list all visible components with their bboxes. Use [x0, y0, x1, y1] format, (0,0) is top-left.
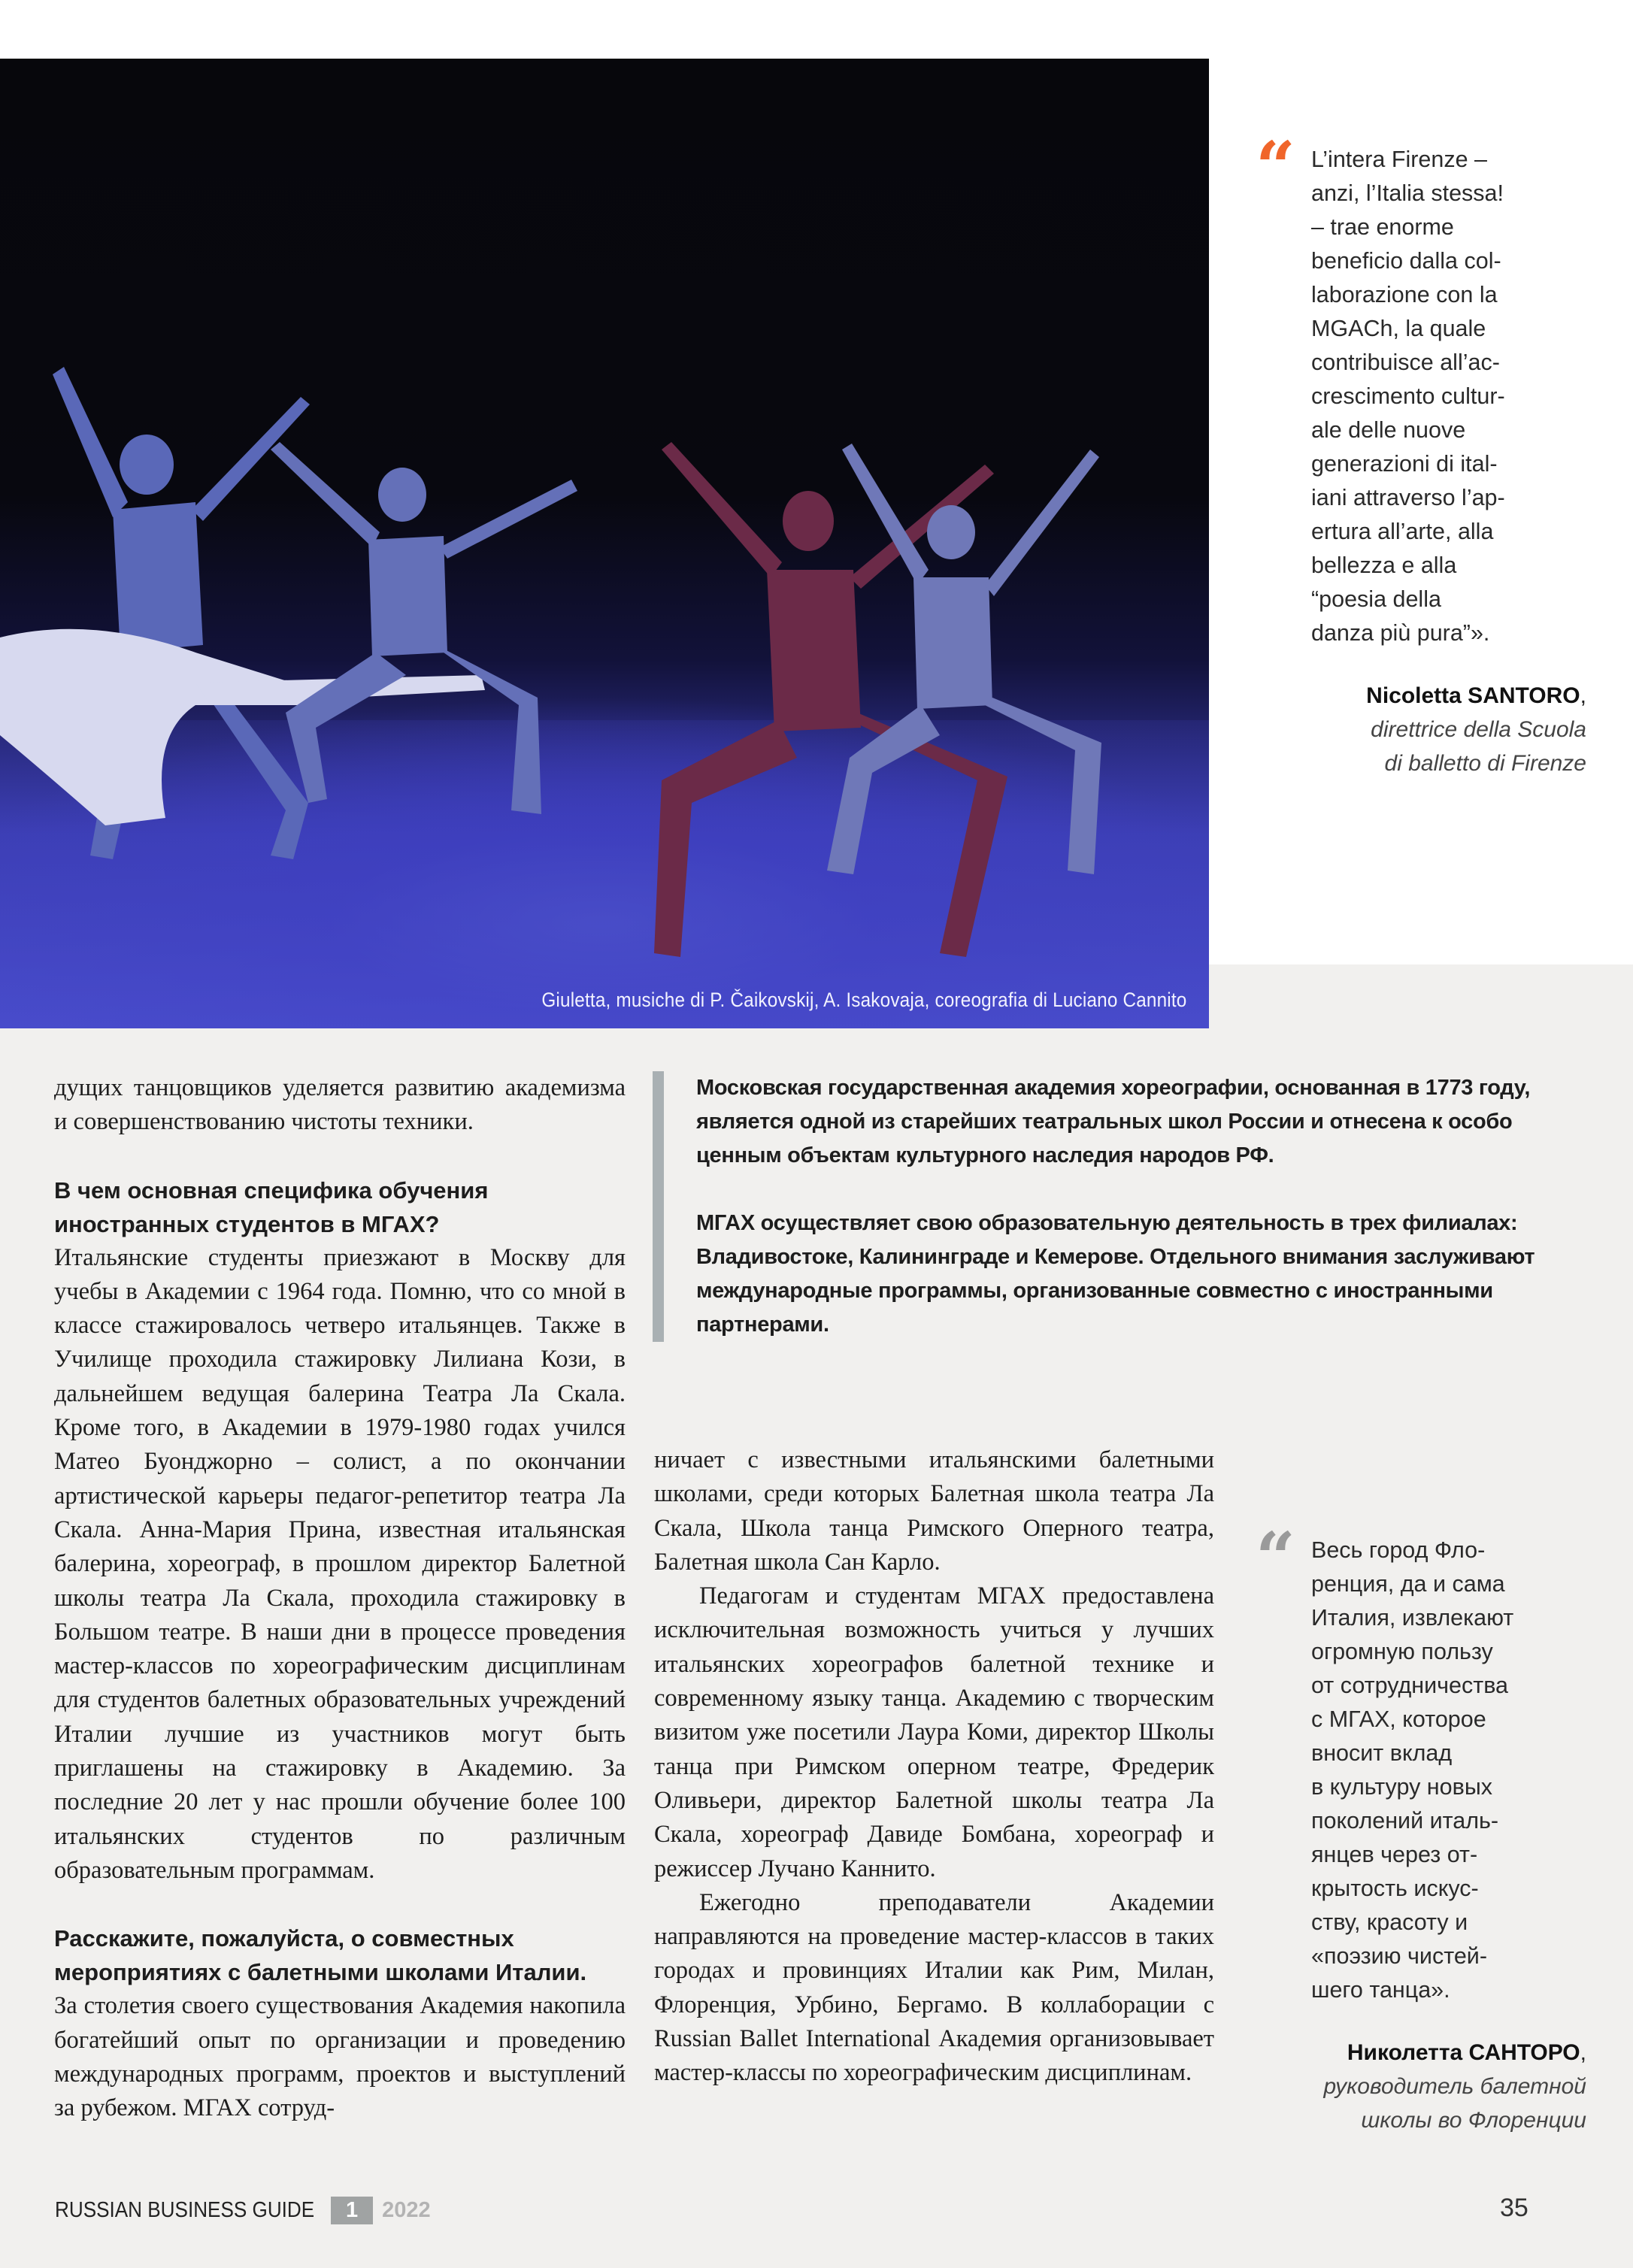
highlight-box	[653, 1071, 1583, 1342]
quote-author-name: Николетта САНТОРО	[1347, 2040, 1580, 2065]
paragraph: Итальянские студенты приезжают в Москву для учебы в Академии с 1964 года. Помню, что со мной в классе стажировалось четверо итальянцев. Также в Училище проходила стажировку Лилиана Кози, в дальнейшем ведущая балерина Театра Ла Скала. Кроме того, в Академии в 1979-1980 годах учился Матео Буонджорно – солист, а по окончании артистической карьеры педагог-репетитор театра Ла Скала. Анна-Мария Прина, известная итальянская балерина, хореограф, в прошлом директор Балетной школы театра Ла Скала, проходила стажировку в Большом театре. В наши дни в процессе проведения мастер-классов по хореографическим дисциплинам для студентов балетных образовательных учреждений Италии лучшие из участников могут быть приглашены на стажировку в Академию. За последние 20 лет у нас прошли обучение более 100 итальянских студентов по различным образовательным программам.	[54, 1243, 626, 1884]
quote-mark-icon: “	[1256, 126, 1295, 207]
paragraph: За столетия своего существования Академия накопила богатейший опыт по организации и проведению международных программ, проектов и выступлений за рубежом. МГАХ сотруд-	[54, 1992, 626, 2122]
highlight-paragraph: Московская государственная академия хореографии, основанная в 1773 году, является одной из старейших театральных школ России и отнесена к особо ценным объектам культурного наследия народов РФ.	[696, 1076, 1531, 1167]
paragraph: ничает с известными итальянскими балетными школами, среди которых Балетная школа театра Ла Скала, Школа танца Римского Оперного театра, Балетная школа Сан Карло.	[654, 1446, 1214, 1576]
paragraph: Педагогам и студентам МГАХ предоставлена исключительная возможность учиться у лучших итальянских хореографов балетной технике и современному языку танца. Академию с творческим визитом уже посетили Лаура Коми, директор Школы танца при Римском оперном театре, Фредерик Оливьери, директор Балетной школы театра Ла Скала, хореограф Давиде Бомбана, хореограф и режиссер Лучано Каннито.	[654, 1582, 1214, 1882]
publication-name: RUSSIAN BUSINESS GUIDE	[55, 2198, 315, 2222]
highlight-paragraph: МГАХ осуществляет свою образовательную деятельность в трех филиалах: Владивостоке, Калининграде и Кемерове. Отдельного внимания заслуживают международные программы, организованные совместно с иностранными партнерами.	[696, 1211, 1535, 1337]
quote-mark-icon: “	[1256, 1517, 1295, 1598]
quote-text: L’intera Firenze – anzi, l’Italia stessa! – trae enorme beneficio dalla col- laborazione con la MGACh, la quale contribuisce all’ac- crescimento cultur- ale delle nuove generazioni di ital- iani attraverso l’ap- ertura all’arte, alla bellezza e alla “poesia della danza più pura”».	[1311, 147, 1505, 646]
issue-badge: 1	[331, 2197, 373, 2224]
pull-quote-italian	[1256, 126, 1609, 780]
quote-text: Весь город Фло- ренция, да и сама Италия, извлекают огромную пользу от сотрудничества с МГАХ, которое вносит вклад в культуру новых поколений италь- янцев через от- крытость искус- ству, красоту и «поэзию чистей- шего танца».	[1311, 1537, 1514, 2003]
page-number: 35	[1500, 2194, 1528, 2222]
quote-author-role: direttrice della Scuola di balletto di Firenze	[1371, 717, 1586, 776]
article-column-1	[54, 1071, 626, 2125]
pull-quote-russian	[1256, 1517, 1609, 2137]
comma: ,	[1580, 683, 1586, 708]
article-column-2	[654, 1443, 1214, 2091]
quote-author-name: Nicoletta SANTORO	[1366, 683, 1580, 708]
photo-caption: Giuletta, musiche di P. Čaikovskij, A. Isakovaja, coreografia di Luciano Cannito	[541, 989, 1186, 1011]
quote-attribution	[1256, 679, 1609, 780]
paragraph: Ежегодно преподаватели Академии направляются на проведение мастер-классов в таких городах и провинциях Италии как Рим, Милан, Флоренция, Урбино, Бергамо. В коллаборации с Russian Ballet International Академия организовывает мастер-классы по хореографическим дисциплинам.	[654, 1888, 1214, 2087]
dancers-illustration	[0, 59, 1209, 1028]
quote-author-role: руководитель балетной школы во Флоренции	[1323, 2074, 1586, 2133]
quote-attribution	[1256, 2036, 1609, 2137]
issue-year: 2022	[382, 2198, 431, 2222]
page-footer	[55, 2197, 431, 2224]
paragraph: дущих танцовщиков уделяется развитию академизма и совершенствованию чистоты техники.	[54, 1074, 626, 1136]
interview-question: Расскажите, пожалуйста, о совместных мероприятиях с балетными школами Италии.	[54, 1925, 587, 1986]
ballet-photo	[0, 59, 1209, 1028]
comma: ,	[1580, 2040, 1586, 2065]
interview-question: В чем основная специфика обучения иностранных студентов в МГАХ?	[54, 1176, 489, 1237]
